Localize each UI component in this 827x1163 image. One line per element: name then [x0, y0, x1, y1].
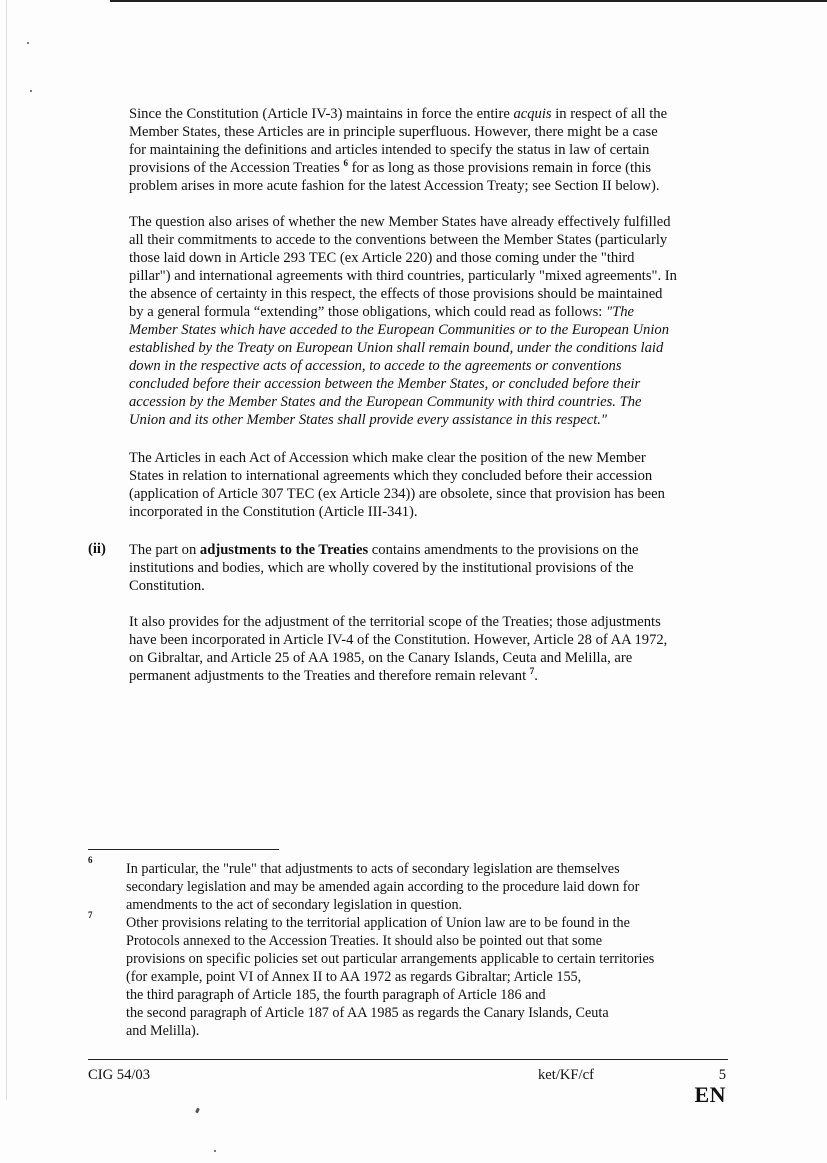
footnote-reference: secondary legislation and may be amended again according to the procedure laid down for: [126, 879, 640, 895]
text-line: [129, 649, 729, 667]
footnote-reference: (application of Article 307 TEC (ex Article 234)) are obsolete, since that provision has been: [129, 486, 665, 502]
footnote-reference: institutions and bodies, which are wholly covered by the institutional provisions of the: [129, 560, 634, 576]
text-line: [126, 1022, 766, 1040]
language-code: EN: [694, 1082, 726, 1107]
footnote-reference: Since the Constitution (Article IV-3) maintains in force the entire: [129, 106, 514, 122]
footnote-reference: all their commitments to accede to the conventions between the Member States (particularly: [129, 232, 668, 248]
footnote-reference: .: [534, 668, 538, 684]
text-line: [129, 249, 729, 267]
text-span: Union and its other Member States shall provide every assistance in this respect.": [129, 412, 608, 428]
document-reference: CIG 54/03: [88, 1067, 151, 1083]
text-line: [129, 559, 729, 577]
text-span: adjustments to the Treaties: [199, 542, 369, 558]
scan-speck: [27, 42, 29, 44]
text-line: [126, 914, 766, 932]
paragraph-territorial-scope: [129, 613, 729, 685]
footnote-reference: problem arises in more acute fashion for the latest Accession Treaty; see Section II below).: [129, 178, 660, 194]
text-line: [129, 231, 729, 249]
text-line: [129, 303, 729, 321]
footnote-reference: Other provisions relating to the territorial application of Union law are to be found in the: [126, 915, 630, 931]
text-line: [129, 213, 729, 231]
text-line: [129, 123, 729, 141]
footnote-reference: Protocols annexed to the Accession Treaties. It should also be pointed out that some: [126, 933, 603, 949]
paragraph-conventions: [129, 213, 729, 429]
text-line: [129, 141, 729, 159]
text-line: [129, 411, 729, 429]
footnote-reference: those laid down in Article 293 TEC (ex Article 220) and those coming under the "third: [129, 250, 635, 266]
footnote-reference: States in relation to international agreements which they concluded before their accession: [129, 468, 653, 484]
footnote-reference: (for example, point VI of Annex II to AA 1972 as regards Gibraltar; Article 155,: [126, 969, 582, 985]
text-line: [126, 968, 766, 986]
text-line: [126, 950, 766, 968]
text-line: [129, 667, 729, 685]
footnote-reference: and Melilla).: [126, 1023, 200, 1039]
footnote-reference: have been incorporated in Article IV-4 of the Constitution. However, Article 28 of AA 1972,: [129, 632, 668, 648]
footnote-reference: The Articles in each Act of Accession which make clear the position of the new Member: [129, 450, 646, 466]
text-line: [129, 449, 729, 467]
footnote-reference: contains amendments to the provisions on the: [368, 542, 639, 558]
text-line: [129, 267, 729, 285]
text-span: Member States which have acceded to the European Communities or to the European Union: [129, 322, 669, 338]
text-line: [129, 285, 729, 303]
text-line: [129, 105, 729, 123]
text-line: [126, 932, 766, 950]
text-span: "The: [606, 304, 635, 320]
footnote-number-7: 7: [88, 910, 93, 920]
scan-speck: [30, 90, 32, 92]
footnote-reference: by a general formula “extending” those obligations, which could read as follows:: [129, 304, 606, 320]
text-line: [129, 503, 729, 521]
footnote-reference: 7: [529, 666, 535, 677]
paragraph-acquis: [129, 105, 729, 195]
text-line: [129, 631, 729, 649]
text-line: [129, 339, 729, 357]
footnote-reference: for as long as those provisions remain in force (this: [347, 160, 652, 176]
footnote-reference: In particular, the "rule" that adjustments to acts of secondary legislation are themselves: [126, 861, 620, 877]
footnote-reference: on Gibraltar, and Article 25 of AA 1985, on the Canary Islands, Ceuta and Melilla, are: [129, 650, 633, 666]
text-span: concluded before their accession between the Member States, or concluded before their: [129, 376, 641, 392]
text-line: [129, 321, 729, 339]
page-top-border: [110, 0, 827, 2]
text-line: [126, 896, 766, 914]
footnote-reference: the absence of certainty in this respect, the effects of those provisions should be maintained: [129, 286, 663, 302]
footnote-reference: It also provides for the adjustment of the territorial scope of the Treaties; those adjustments: [129, 614, 661, 630]
text-span: acquis: [513, 106, 552, 122]
text-line: [129, 467, 729, 485]
footnote-7: [126, 914, 766, 1040]
author-initials: ket/KF/cf: [538, 1067, 594, 1083]
text-line: [129, 541, 729, 559]
footnote-reference: provisions on specific policies set out particular arrangements applicable to certain territories: [126, 951, 655, 967]
text-span: established by the Treaty on European Union shall remain bound, under the conditions laid: [129, 340, 664, 356]
footnote-reference: 6: [343, 158, 348, 169]
footnote-reference: the third paragraph of Article 185, the fourth paragraph of Article 186 and: [126, 987, 546, 1003]
footnote-reference: The question also arises of whether the new Member States have already effectively fulfilled: [129, 214, 671, 230]
section-marker-ii: (ii): [88, 541, 106, 557]
footnote-number-6: 6: [88, 855, 93, 865]
footnote-reference: for maintaining the definitions and articles intended to specify the status in law of certain: [129, 142, 650, 158]
text-line: [129, 177, 729, 195]
footnote-reference: amendments to the act of secondary legislation in question.: [126, 897, 463, 913]
text-line: [129, 159, 729, 177]
text-span: down in the respective acts of accession, to accede to the agreements or conventions: [129, 358, 622, 374]
scan-speck: [214, 1150, 216, 1152]
footer-separator: [88, 1059, 728, 1060]
text-span: accession by the Member States and the European Community with third countries. The: [129, 394, 642, 410]
text-line: [126, 878, 766, 896]
text-line: [129, 357, 729, 375]
text-line: [126, 1004, 766, 1022]
footnote-reference: permanent adjustments to the Treaties and therefore remain relevant: [129, 668, 530, 684]
paragraph-adjustments: [129, 541, 729, 595]
footnote-reference: in respect of all the: [551, 106, 668, 122]
footnote-reference: provisions of the Accession Treaties: [129, 160, 344, 176]
text-line: [129, 577, 729, 595]
footnote-reference: pillar") and international agreements with third countries, particularly "mixed agreements". In: [129, 268, 677, 284]
text-line: [129, 485, 729, 503]
text-line: [129, 613, 729, 631]
page-number: 5: [718, 1067, 726, 1083]
footnote-reference: the second paragraph of Article 187 of AA 1985 as regards the Canary Islands, Ceuta: [126, 1005, 609, 1021]
footnote-separator: [88, 849, 279, 850]
footnote-reference: incorporated in the Constitution (Article III-341).: [129, 504, 418, 520]
scan-speck: [195, 1108, 200, 1114]
text-line: [129, 393, 729, 411]
text-line: [126, 860, 766, 878]
text-line: [129, 375, 729, 393]
scan-edge: [6, 0, 7, 1100]
footnote-6: [126, 860, 766, 914]
text-line: [126, 986, 766, 1004]
footnote-reference: The part on: [129, 542, 200, 558]
footnote-reference: Member States, these Articles are in principle superfluous. However, there might be a case: [129, 124, 658, 140]
footnote-reference: Constitution.: [129, 578, 205, 594]
paragraph-international-agreements: [129, 449, 729, 521]
